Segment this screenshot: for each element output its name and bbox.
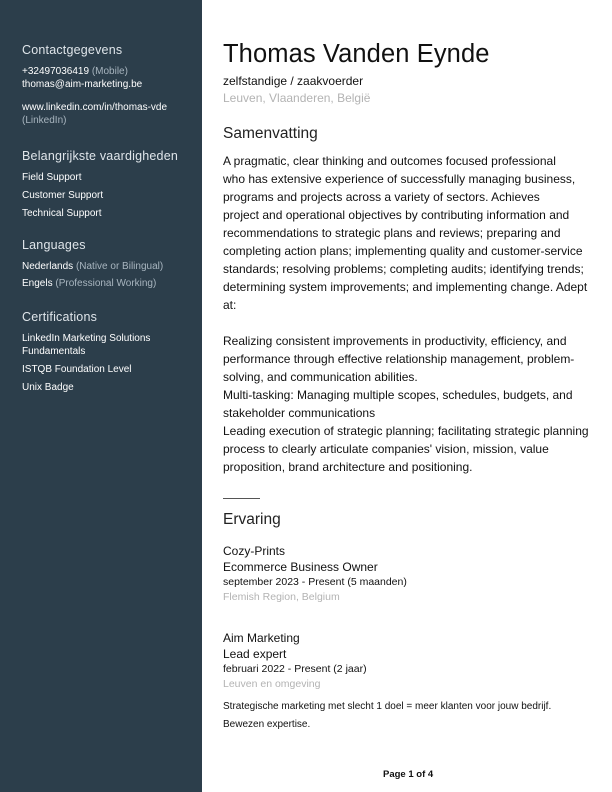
job-role: Lead expert [223, 647, 287, 661]
page-number-label: Page 1 of 4 [383, 769, 434, 780]
summary-paragraph: A pragmatic, clear thinking and outcomes focused professional who has extensive experience of successfully managing business, programs and projects across a variety of sectors. Achieves project and operational objectives by contributing information and recommendations to strategic plans and reviews; preparing and completing action plans; implementing quality and customer-service standards; resolving problems; completing audits; identifying trends; determining system improvements; and implementing change. Adept at: [223, 154, 588, 312]
person-location: Leuven, Vlaanderen, België [223, 91, 371, 105]
summary-body [223, 152, 593, 476]
linkedin-label: (LinkedIn) [22, 115, 67, 126]
job-location: Leuven en omgeving [223, 678, 321, 690]
job-title-headline: zelfstandige / zaakvoerder [223, 74, 364, 88]
contact-heading: Contactgegevens [22, 43, 123, 57]
summary-heading: Samenvatting [223, 125, 318, 142]
job-role: Ecommerce Business Owner [223, 560, 378, 574]
languages-section [22, 238, 198, 295]
language-item [22, 277, 198, 290]
person-name: Thomas Vanden Eynde [223, 40, 490, 68]
language-name: Nederlands [22, 261, 74, 272]
certifications-section [22, 310, 198, 399]
certification-item: ISTQB Foundation Level [22, 364, 132, 375]
skill-item: Customer Support [22, 190, 104, 201]
job-description: Strategische marketing met slecht 1 doel = meer klanten voor jouw bedrijf. Bewezen expertise. [223, 701, 552, 730]
language-level: (Native or Bilingual) [75, 261, 164, 272]
contact-section [22, 43, 198, 127]
job-dates: september 2023 - Present (5 maanden) [223, 576, 407, 588]
linkedin-link[interactable]: www.linkedin.com/in/thomas-vde [22, 102, 168, 113]
job-location: Flemish Region, Belgium [223, 591, 340, 603]
section-divider [223, 498, 260, 499]
job-company: Aim Marketing [223, 631, 300, 645]
email-link[interactable]: thomas@aim-marketing.be [22, 79, 143, 90]
certifications-heading: Certifications [22, 310, 98, 324]
phone-line [22, 65, 198, 78]
certification-item: Unix Badge [22, 382, 74, 393]
skills-section [22, 149, 198, 225]
experience-heading: Ervaring [223, 511, 281, 528]
languages-heading: Languages [22, 238, 86, 252]
page-number [383, 769, 433, 780]
language-level: (Professional Working) [55, 278, 157, 289]
sidebar [0, 0, 202, 792]
skills-heading: Belangrijkste vaardigheden [22, 149, 178, 163]
job-company: Cozy-Prints [223, 544, 286, 558]
certification-item: LinkedIn Marketing Solutions Fundamentals [22, 333, 151, 357]
language-item [22, 260, 198, 273]
phone-number: +32497036419 [22, 66, 90, 77]
summary-paragraph: Realizing consistent improvements in productivity, efficiency, and performance through effective relationship management, problem- solving, and communication abilities. Multi-tasking: Managing multiple scopes, schedules, budgets, and stakeholder communications Leading execution of strategic planning; facilitating strategic planning process to clearly articulate companies' vision, mission, value proposition, brand architecture and positioning. [223, 334, 589, 474]
language-name: Engels [22, 278, 53, 289]
phone-type: (Mobile) [91, 66, 128, 77]
job-dates: februari 2022 - Present (2 jaar) [223, 663, 367, 675]
skill-item: Field Support [22, 172, 82, 183]
job-entry [223, 543, 593, 605]
job-entry [223, 630, 593, 734]
skill-item: Technical Support [22, 208, 102, 219]
